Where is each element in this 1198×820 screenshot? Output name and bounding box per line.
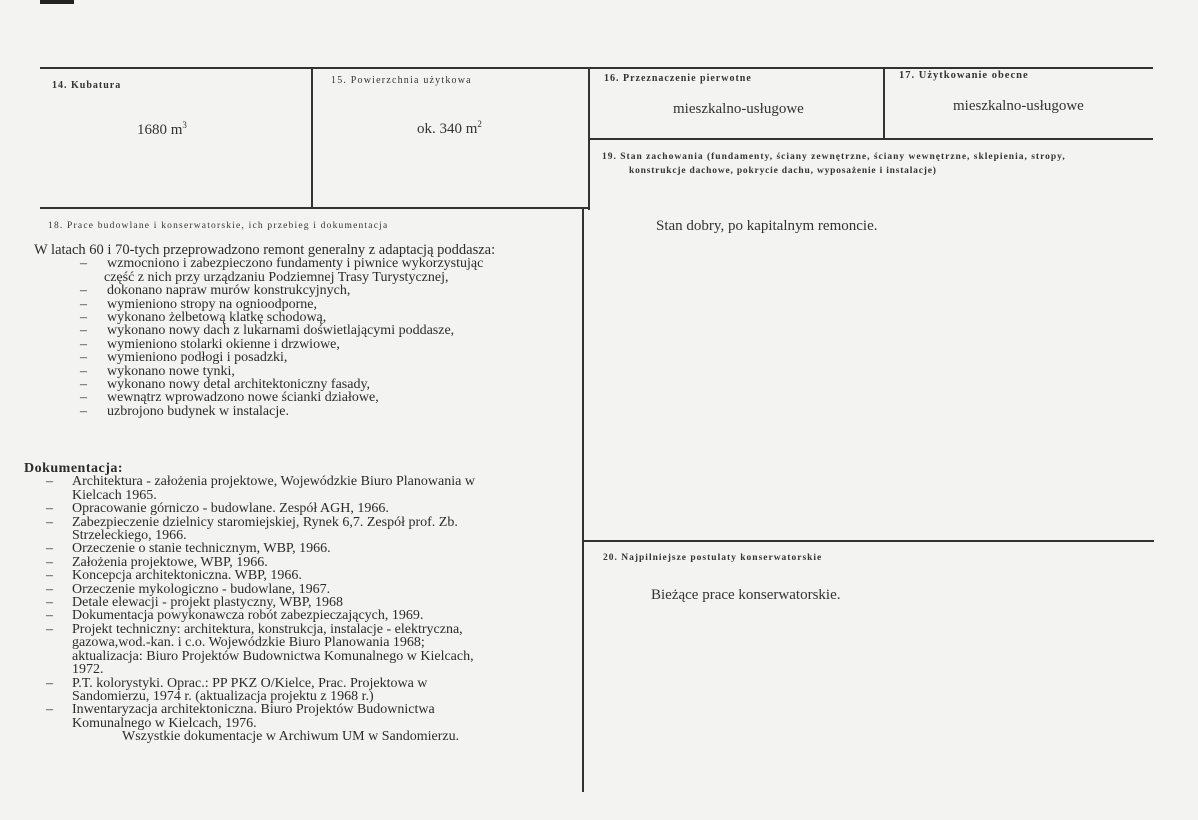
field-16-label: 16. Przeznaczenie pierwotne (604, 73, 752, 84)
divider-center (588, 68, 590, 210)
work-item: – wymieniono stropy na ognioodporne, (80, 296, 317, 312)
area-number: ok. 340 m (417, 121, 478, 137)
doc-item-cont: Sandomierzu, 1974 r. (aktualizacja projektu z 1968 r.) (72, 688, 374, 704)
doc-item: – Opracowanie górniczo - budowlane. Zespół AGH, 1966. (46, 501, 389, 517)
doc-item: – Orzeczenie mykologiczno - budowlane, 1967. (46, 581, 331, 597)
work-item-cont: część z nich przy urządzaniu Podziemnej Trasy Turystycznej, (104, 269, 449, 285)
work-item: – wykonano nowy dach z lukarnami doświetlającymi poddasze, (80, 323, 455, 339)
doc-item: – Architektura - założenia projektowe, Wojewódzkie Biuro Planowania w (46, 474, 475, 490)
work-item: – wykonano żelbetową klatkę schodową, (80, 310, 327, 326)
kubatura-number: 1680 m (137, 122, 183, 138)
divider-center-lower (582, 208, 584, 792)
field-20-label: 20. Najpilniejsze postulaty konserwatorskie (603, 553, 823, 563)
doc-item: – Dokumentacja powykonawcza robót zabezpieczających, 1969. (46, 608, 424, 624)
work-item: – uzbrojono budynek w instalacje. (80, 403, 289, 419)
doc-item-cont: Strzeleckiego, 1966. (72, 528, 187, 544)
field-17-label: 17. Użytkowanie obecne (899, 70, 1029, 81)
doc-item-cont: Komunalnego w Kielcach, 1976. (72, 715, 257, 731)
doc-item: – Detale elewacji - projekt plastyczny, WBP, 1968 (46, 595, 343, 611)
archive-note: Wszystkie dokumentacje w Archiwum UM w Sandomierzu. (122, 729, 460, 745)
doc-item: – P.T. kolorystyki. Oprac.: PP PKZ O/Kielce, Prac. Projektowa w (46, 675, 428, 691)
work-item: – wewnątrz wprowadzono nowe ścianki działowe, (80, 390, 379, 406)
documentation-list (24, 462, 574, 744)
field-16-value: mieszkalno-usługowe (673, 101, 804, 117)
field-19-label-line-1: 19. Stan zachowania (fundamenty, ściany zewnętrzne, ściany wewnętrzne, sklepienia, stropy, (602, 152, 1066, 162)
documentation-heading: Dokumentacja: (24, 461, 124, 476)
doc-item-cont: Kielcach 1965. (72, 487, 157, 503)
field-14-label: 14. Kubatura (52, 80, 122, 91)
work-item: – wykonano nowy detal architektoniczny fasady, (80, 377, 371, 393)
doc-item-cont: gazowa,wod.-kan. i c.o. Wojewódzkie Biuro Planowania 1968; (72, 635, 425, 651)
field-17-value: mieszkalno-usługowe (953, 98, 1084, 114)
field-14-value (137, 122, 187, 139)
work-item: – wymieniono podłogi i posadzki, (80, 350, 288, 366)
works-intro: W latach 60 i 70-tych przeprowadzono remont generalny z adaptacją poddasza: (34, 242, 496, 258)
doc-item: – Koncepcja architektoniczna. WBP, 1966. (46, 568, 302, 584)
work-item: – wykonano nowe tynki, (80, 363, 235, 379)
divider-14-15 (311, 68, 313, 208)
top-rule (40, 67, 1153, 69)
rule-under-14-15 (40, 207, 590, 209)
field-19-label-line-2: konstrukcje dachowe, pokrycie dachu, wyposażenie i instalacje) (629, 166, 937, 176)
doc-item: – Inwentaryzacja architektoniczna. Biuro Projektów Budownictwa (46, 702, 435, 718)
field-20-value: Bieżące prace konserwatorskie. (651, 587, 841, 603)
area-exponent: 2 (477, 119, 482, 129)
rule-above-20 (582, 540, 1154, 542)
doc-item: – Projekt techniczny: architektura, konstrukcja, instalacje - elektryczna, (46, 621, 463, 637)
kubatura-exponent: 3 (182, 120, 187, 130)
scan-mark (40, 0, 74, 4)
field-19-value: Stan dobry, po kapitalnym remoncie. (656, 218, 878, 234)
doc-item: – Orzeczenie o stanie technicznym, WBP, 1966. (46, 541, 331, 557)
field-18-label: 18. Prace budowlane i konserwatorskie, ich przebieg i dokumentacja (48, 221, 389, 231)
field-15-value (417, 121, 482, 138)
doc-item-cont: 1972. (72, 662, 104, 678)
work-item: – dokonano napraw murów konstrukcyjnych, (80, 283, 351, 299)
work-item: – wzmocniono i zabezpieczono fundamenty i piwnice wykorzystując (80, 256, 484, 272)
rule-under-16-17 (590, 138, 1153, 140)
divider-16-17 (883, 68, 885, 139)
doc-item-cont: aktualizacja: Biuro Projektów Budownictwa Komunalnego w Kielcach, (72, 648, 474, 664)
works-list (34, 244, 579, 418)
field-15-label: 15. Powierzchnia użytkowa (331, 75, 472, 86)
doc-item: – Założenia projektowe, WBP, 1966. (46, 554, 268, 570)
work-item: – wymieniono stolarki okienne i drzwiowe, (80, 336, 340, 352)
doc-item: – Zabezpieczenie dzielnicy staromiejskiej, Rynek 6,7. Zespół prof. Zb. (46, 514, 458, 530)
